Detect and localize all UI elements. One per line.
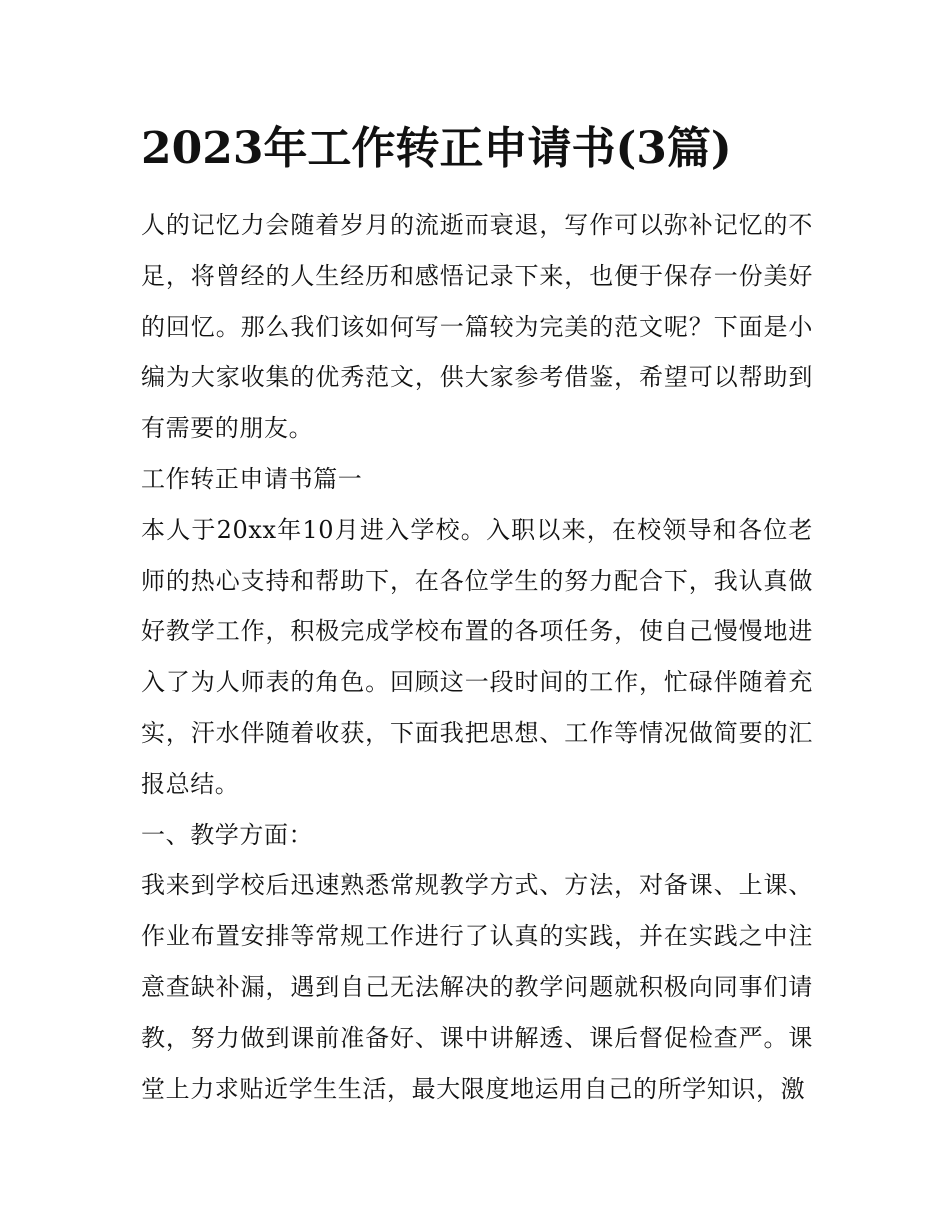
intro-paragraph: 人的记忆力会随着岁月的流逝而衰退，写作可以弥补记忆的不足，将曾经的人生经历和感悟记录下来，也便于保存一份美好的回忆。那么我们该如何写一篇较为完美的范文呢？下面是小编为大家收集的优秀范文，供大家参考借鉴，希望可以帮助到有需要的朋友。 [141, 211, 813, 443]
body-paragraph: 本人于20xx年10月进入学校。入职以来，在校领导和各位老师的热心支持和帮助下，在各位学生的努力配合下，我认真做好教学工作，积极完成学校布置的各项任务，使自己慢慢地进入了为人师表的角色。回顾这一段时间的工作，忙碌伴随着充实，汗水伴随着收获，下面我把思想、工作等情况做简要的汇报总结。 [141, 515, 813, 798]
document-title: 2023年工作转正申请书(3篇) [141, 123, 732, 174]
document-body [141, 200, 813, 1114]
subsection-heading-teaching: 一、教学方面： [141, 820, 314, 849]
body-paragraph-teaching: 我来到学校后迅速熟悉常规教学方式、方法，对备课、上课、作业布置安排等常规工作进行了认真的实践，并在实践之中注意查缺补漏，遇到自己无法解决的教学问题就积极向同事们请教，努力做到课前准备好、课中讲解透、课后督促检查严。课堂上力求贴近学生生活，最大限度地运用自己的所学知识，激 [141, 871, 813, 1103]
section-heading-part-one: 工作转正申请书篇一 [141, 464, 363, 493]
document-page [141, 118, 813, 1114]
